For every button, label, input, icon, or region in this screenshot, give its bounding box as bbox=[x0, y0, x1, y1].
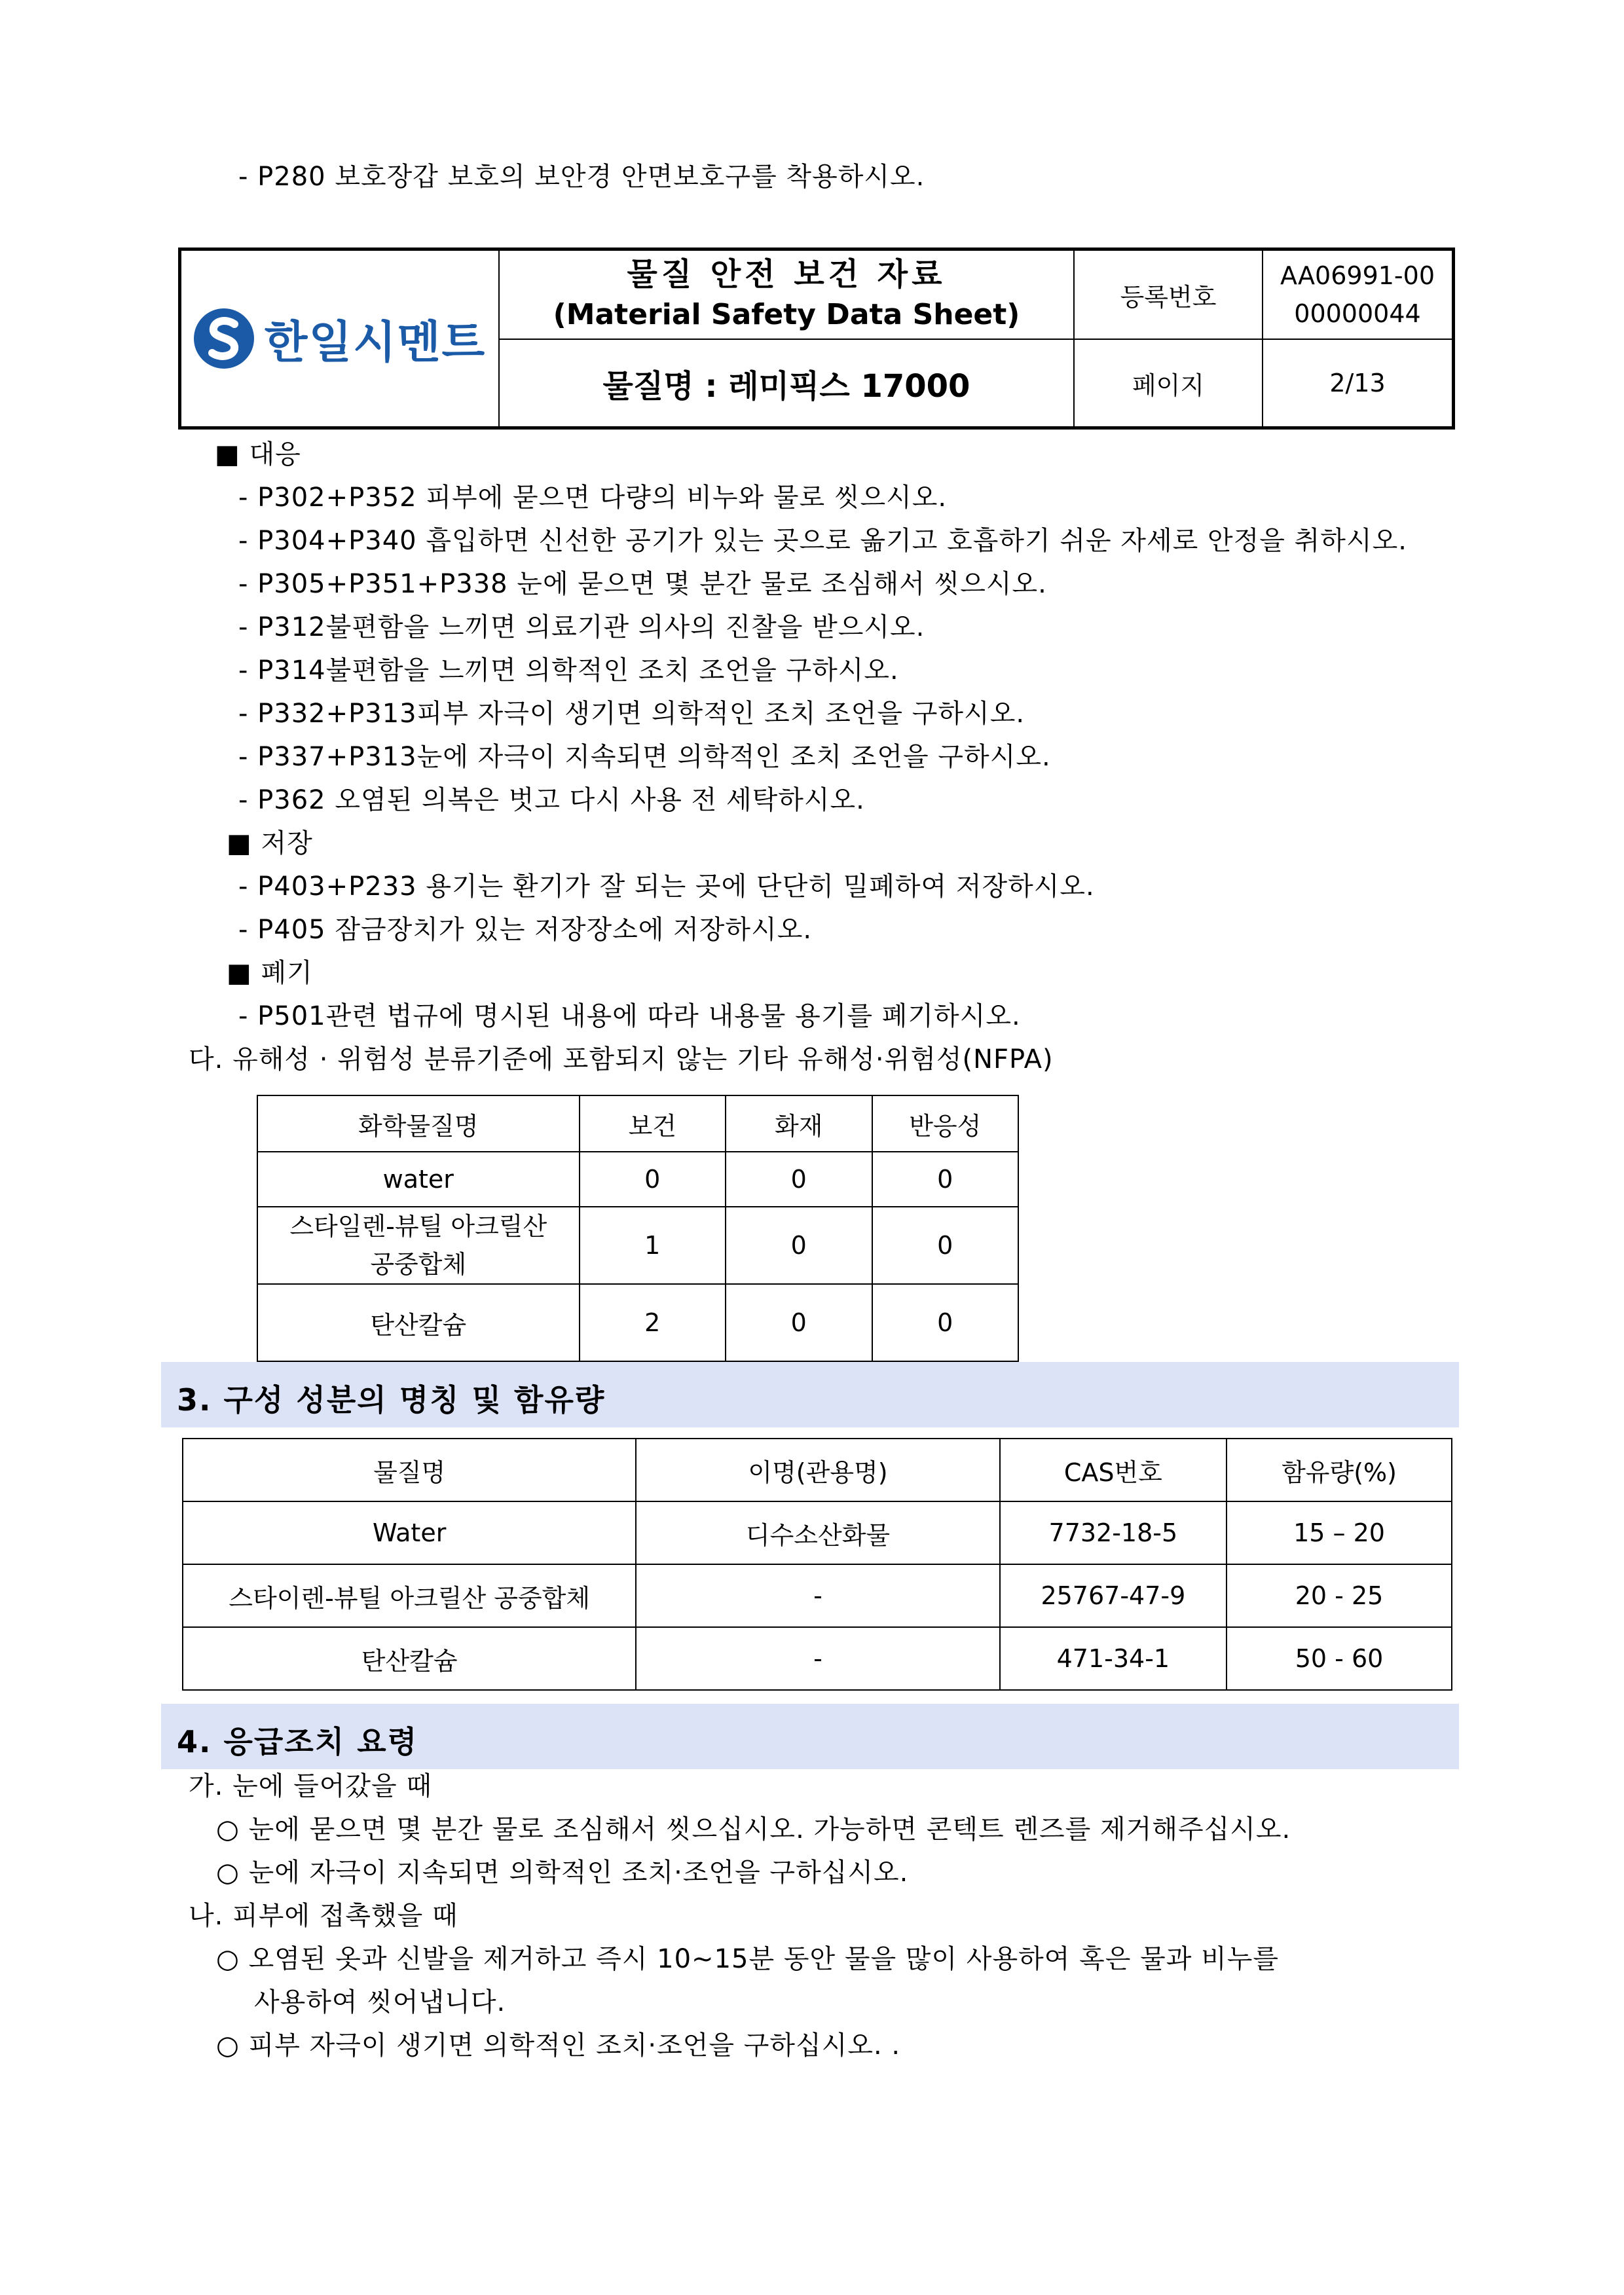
table-row: Water 디수소산화물 7732-18-5 15 – 20 bbox=[183, 1501, 1452, 1564]
eye-contact-heading: 가. 눈에 들어갔을 때 bbox=[189, 1771, 432, 1801]
list-item: ○ 피부 자극이 생기면 의학적인 조치·조언을 구하십시오. . bbox=[216, 2030, 901, 2061]
table-row: 탄산칼슘 - 471-34-1 50 - 60 bbox=[183, 1627, 1452, 1690]
table-row: 스타이렌-뷰틸 아크릴산 공중합체 - 25767-47-9 20 - 25 bbox=[183, 1564, 1452, 1627]
list-item: - P362 오염된 의복은 벗고 다시 사용 전 세탁하시오. bbox=[238, 785, 865, 815]
disposal-heading: ■ 폐기 bbox=[227, 958, 313, 988]
company-name: 한일시멘트 bbox=[264, 316, 487, 369]
list-item: - P403+P233 용기는 환기가 잘 되는 곳에 단단히 밀폐하여 저장하시오. bbox=[238, 872, 1095, 902]
list-item: - P305+P351+P338 눈에 묻으면 몇 분간 물로 조심해서 씻으시오. bbox=[238, 569, 1047, 599]
title-korean: 물질 안전 보건 자료 bbox=[627, 256, 946, 293]
nfpa-table bbox=[257, 1095, 1019, 1362]
skin-contact-heading: 나. 피부에 접촉했을 때 bbox=[189, 1901, 458, 1931]
title-english: (Material Safety Data Sheet) bbox=[553, 298, 1020, 331]
list-item: - P332+P313피부 자극이 생기면 의학적인 조치 조언을 구하시오. bbox=[238, 699, 1025, 729]
composition-table bbox=[182, 1438, 1452, 1691]
list-item: - P304+P340 흡입하면 신선한 공기가 있는 곳으로 옮기고 호흡하기 쉬운 자세로 안정을 취하시오. bbox=[238, 526, 1407, 556]
page-label: 페이지 bbox=[1132, 371, 1205, 400]
registration-label: 등록번호 bbox=[1120, 282, 1217, 312]
registration-number: AA06991-00 00000044 bbox=[1280, 261, 1435, 328]
page-number: 2/13 bbox=[1329, 369, 1386, 397]
table-row: 탄산칼슘 2 0 0 bbox=[257, 1284, 1018, 1361]
document-title bbox=[500, 251, 1073, 339]
list-item: - P337+P313눈에 자극이 지속되면 의학적인 조치 조언을 구하시오. bbox=[238, 742, 1051, 772]
list-item: - P405 잠금장치가 있는 저장장소에 저장하시오. bbox=[238, 915, 813, 945]
section-4-title: 4. 응급조치 요령 bbox=[177, 1724, 418, 1759]
material-name: 물질명 : 레미픽스 17000 bbox=[602, 367, 970, 405]
precaution-p280: - P280 보호장갑 보호의 보안경 안면보호구를 착용하시오. bbox=[238, 162, 925, 192]
response-heading: ■ 대응 bbox=[215, 439, 301, 469]
table-row: water 0 0 0 bbox=[257, 1152, 1018, 1207]
company-logo bbox=[181, 251, 498, 426]
list-item: - P501관련 법규에 명시된 내용에 따라 내용물 용기를 폐기하시오. bbox=[238, 1001, 1021, 1031]
list-item: ○ 눈에 자극이 지속되면 의학적인 조치·조언을 구하십시오. bbox=[216, 1858, 909, 1888]
list-item-continuation: 사용하여 씻어냅니다. bbox=[254, 1987, 506, 2017]
list-item: ○ 눈에 묻으면 몇 분간 물로 조심해서 씻으십시오. 가능하면 콘텍트 렌즈를 제거해주십시오. bbox=[216, 1814, 1291, 1845]
storage-heading: ■ 저장 bbox=[227, 828, 313, 858]
table-row: 스타일렌-뷰틸 아크릴산 공중합체 1 0 0 bbox=[257, 1207, 1018, 1284]
company-logo-icon bbox=[194, 308, 254, 369]
list-item: ○ 오염된 옷과 신발을 제거하고 즉시 10~15분 동안 물을 많이 사용하여 혹은 물과 비누를 bbox=[216, 1944, 1279, 1974]
list-item: - P314불편함을 느끼면 의학적인 조치 조언을 구하시오. bbox=[238, 655, 899, 686]
table-header-row: 화학물질명 보건 화재 반응성 bbox=[257, 1095, 1018, 1152]
section-4-header bbox=[161, 1704, 1459, 1769]
table-header-row: 물질명 이명(관용명) CAS번호 함유량(%) bbox=[183, 1439, 1452, 1501]
section-3-title: 3. 구성 성분의 명칭 및 함유량 bbox=[177, 1382, 606, 1418]
list-item: - P302+P352 피부에 묻으면 다량의 비누와 물로 씻으시오. bbox=[238, 483, 948, 513]
document-header bbox=[178, 248, 1455, 430]
list-item: - P312불편함을 느끼면 의료기관 의사의 진찰을 받으시오. bbox=[238, 612, 925, 642]
section-3-header bbox=[161, 1362, 1459, 1427]
nfpa-heading: 다. 유해성 · 위험성 분류기준에 포함되지 않는 기타 유해성·위험성(NFPA) bbox=[189, 1044, 1054, 1074]
